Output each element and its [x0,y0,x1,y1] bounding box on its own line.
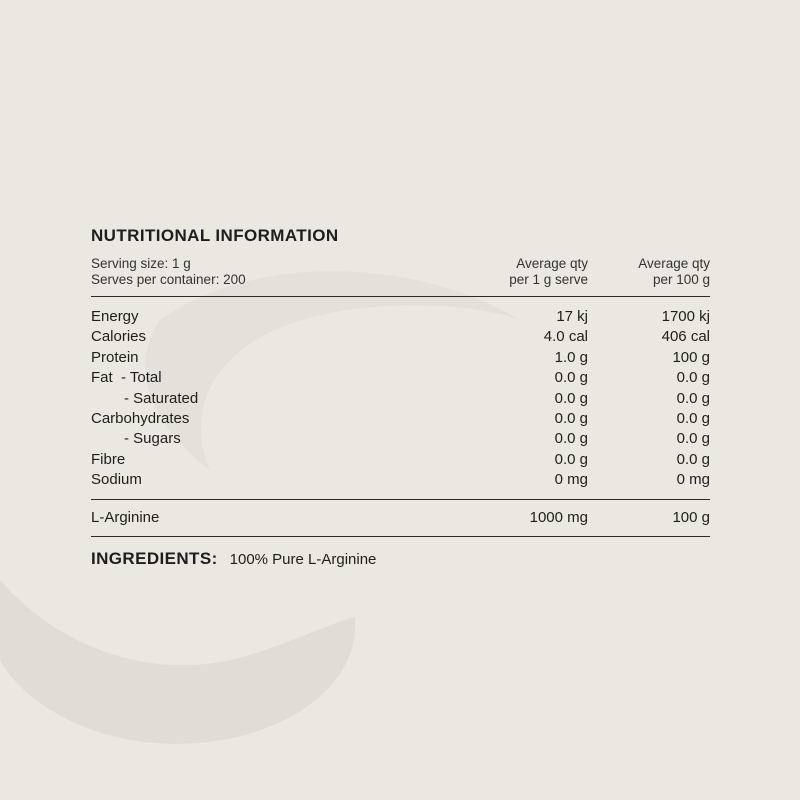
table-row: Carbohydrates 0.0 g 0.0 g [91,409,710,427]
table-row: Fibre 0.0 g 0.0 g [91,450,710,468]
ingredients-section [91,549,710,569]
table-row: Calories 4.0 cal 406 cal [91,328,710,346]
nutrition-panel [91,226,710,569]
table-row: Energy 17 kj 1700 kj [91,308,710,325]
table-row: Fat - Total 0.0 g 0.0 g [91,369,710,387]
divider [91,536,710,537]
ingredients-title: INGREDIENTS: [91,548,218,568]
serves-per-container: Serves per container: 200 [91,272,246,287]
table-row: - Saturated 0.0 g 0.0 g [124,389,710,407]
panel-header [91,256,710,288]
nutrient-rows [91,297,710,499]
panel-title: NUTRITIONAL INFORMATION [91,226,339,245]
table-row: Sodium 0 mg 0 mg [91,471,710,489]
divider [91,499,710,500]
col-per-100g-header: Average qty per 100 g [638,256,710,287]
ingredients-text: 100% Pure L-Arginine [229,550,377,568]
serving-size: Serving size: 1 g [91,256,191,271]
col-per-serve-header: Average qty per 1 g serve [509,256,588,287]
table-row: - Sugars 0.0 g 0.0 g [124,430,710,448]
table-row: Protein 1.0 g 100 g [91,348,710,366]
arginine-row: L-Arginine 1000 mg 100 g [91,508,710,526]
